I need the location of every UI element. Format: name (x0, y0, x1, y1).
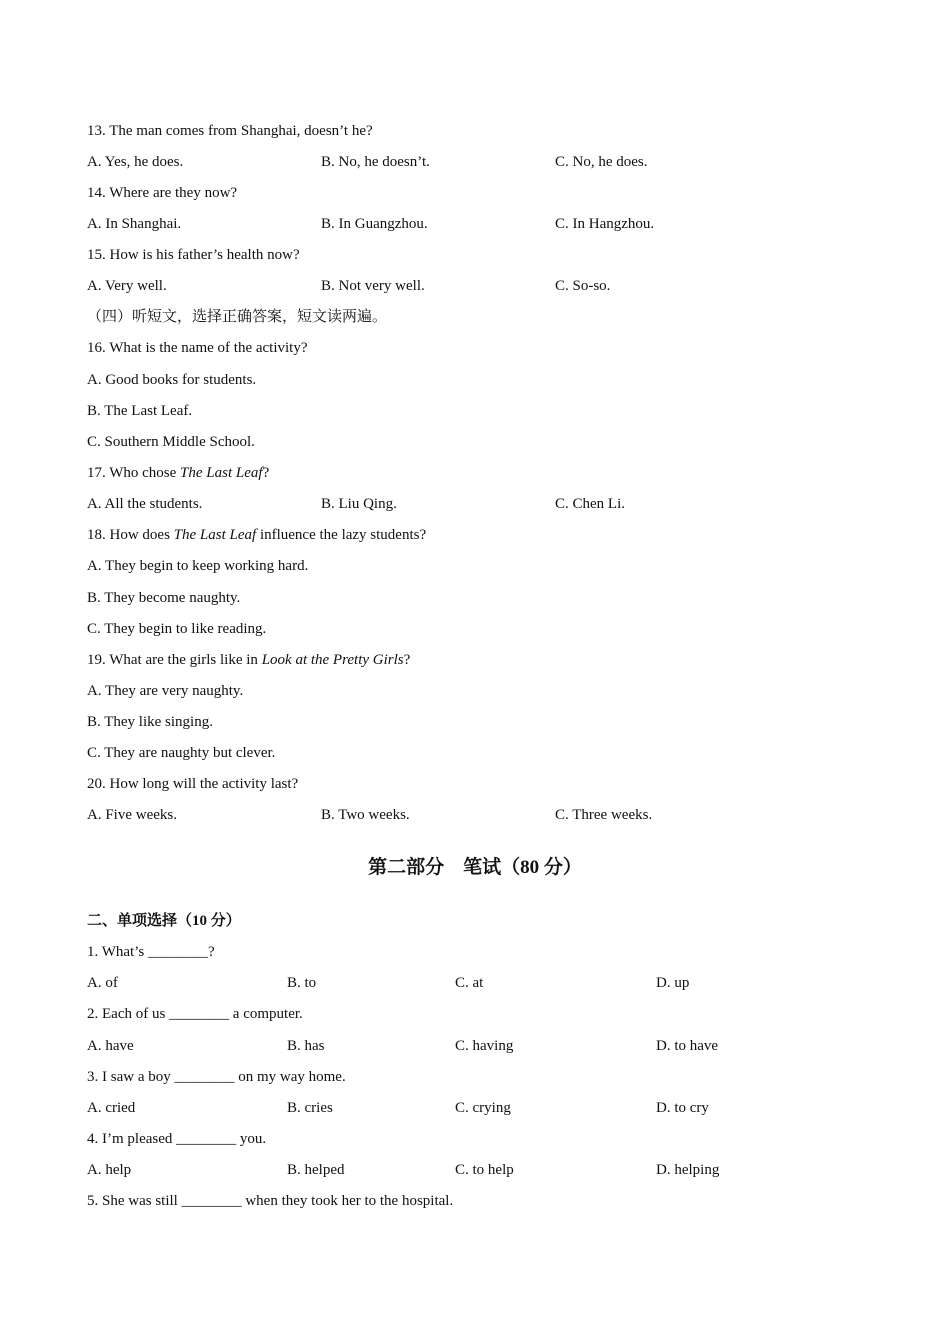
mc1-option-a: A. of (87, 975, 118, 991)
q13-option-a: A. Yes, he does. (87, 154, 184, 170)
question-16: 16. What is the name of the activity? (87, 340, 308, 356)
q16-option-a: A. Good books for students. (87, 372, 257, 388)
mc4-option-c: C. to help (455, 1162, 514, 1178)
q20-option-c: C. Three weeks. (555, 807, 653, 823)
q17-suffix: ? (262, 465, 270, 481)
q16-option-b: B. The Last Leaf. (87, 403, 193, 419)
q18-suffix: influence the lazy students? (256, 527, 427, 543)
q19-suffix: ? (403, 652, 411, 668)
q19-option-a: A. They are very naughty. (87, 683, 244, 699)
q19-option-b: B. They like singing. (87, 714, 213, 730)
q18-option-b: B. They become naughty. (87, 590, 241, 606)
q18-prefix: 18. How does (87, 527, 174, 543)
q20-option-b: B. Two weeks. (321, 807, 410, 823)
mc3-option-a: A. cried (87, 1100, 136, 1116)
q17-title: The Last Leaf (180, 465, 263, 481)
q13-option-c: C. No, he does. (555, 154, 648, 170)
q18-option-c: C. They begin to like reading. (87, 621, 267, 637)
mc1-option-d: D. up (656, 975, 690, 991)
q19-title: Look at the Pretty Girls (261, 652, 404, 668)
mc3-option-c: C. crying (455, 1100, 511, 1116)
mc1-option-b: B. to (287, 975, 317, 991)
mc4-option-d: D. helping (656, 1162, 720, 1178)
mc2-option-b: B. has (287, 1038, 325, 1054)
mc4-option-b: B. helped (287, 1162, 345, 1178)
q18-option-a: A. They begin to keep working hard. (87, 558, 309, 574)
q16-option-c: C. Southern Middle School. (87, 434, 255, 450)
mc1-option-c: C. at (455, 975, 484, 991)
q15-option-c: C. So-so. (555, 278, 611, 294)
q13-option-b: B. No, he doesn’t. (321, 154, 430, 170)
mc-question-3: 3. I saw a boy ________ on my way home. (87, 1069, 346, 1085)
q15-option-b: B. Not very well. (321, 278, 425, 294)
q15-option-a: A. Very well. (87, 278, 167, 294)
mc-question-2: 2. Each of us ________ a computer. (87, 1006, 303, 1022)
question-13: 13. The man comes from Shanghai, doesn’t he? (87, 123, 373, 139)
question-14: 14. Where are they now? (87, 185, 238, 201)
mc2-option-d: D. to have (656, 1038, 719, 1054)
q17-prefix: 17. Who chose (87, 465, 181, 481)
q17-option-c: C. Chen Li. (555, 496, 625, 512)
question-17 (87, 462, 269, 484)
q14-option-c: C. In Hangzhou. (555, 216, 655, 232)
section-4-instruction: （四）听短文，选择正确答案，短文读两遍。 (87, 309, 388, 325)
mc4-option-a: A. help (87, 1162, 132, 1178)
question-20: 20. How long will the activity last? (87, 776, 299, 792)
q20-option-a: A. Five weeks. (87, 807, 177, 823)
mc3-option-b: B. cries (287, 1100, 333, 1116)
mc-question-5: 5. She was still ________ when they took her to the hospital. (87, 1193, 454, 1209)
question-15: 15. How is his father’s health now? (87, 247, 300, 263)
mc-question-1: 1. What’s ________? (87, 944, 215, 960)
q19-option-c: C. They are naughty but clever. (87, 745, 276, 761)
part-2-title: 第二部分 笔试（80 分） (368, 857, 582, 878)
mc-question-4: 4. I’m pleased ________ you. (87, 1131, 267, 1147)
mc3-option-d: D. to cry (656, 1100, 709, 1116)
question-18 (87, 524, 426, 546)
mc2-option-c: C. having (455, 1038, 514, 1054)
mc2-option-a: A. have (87, 1038, 134, 1054)
q18-title: The Last Leaf (173, 527, 257, 543)
q17-option-b: B. Liu Qing. (321, 496, 397, 512)
q17-option-a: A. All the students. (87, 496, 203, 512)
q14-option-b: B. In Guangzhou. (321, 216, 428, 232)
q14-option-a: A. In Shanghai. (87, 216, 182, 232)
question-19 (87, 649, 410, 671)
section-2-heading: 二、单项选择（10 分） (87, 913, 241, 929)
q19-prefix: 19. What are the girls like in (87, 652, 262, 668)
